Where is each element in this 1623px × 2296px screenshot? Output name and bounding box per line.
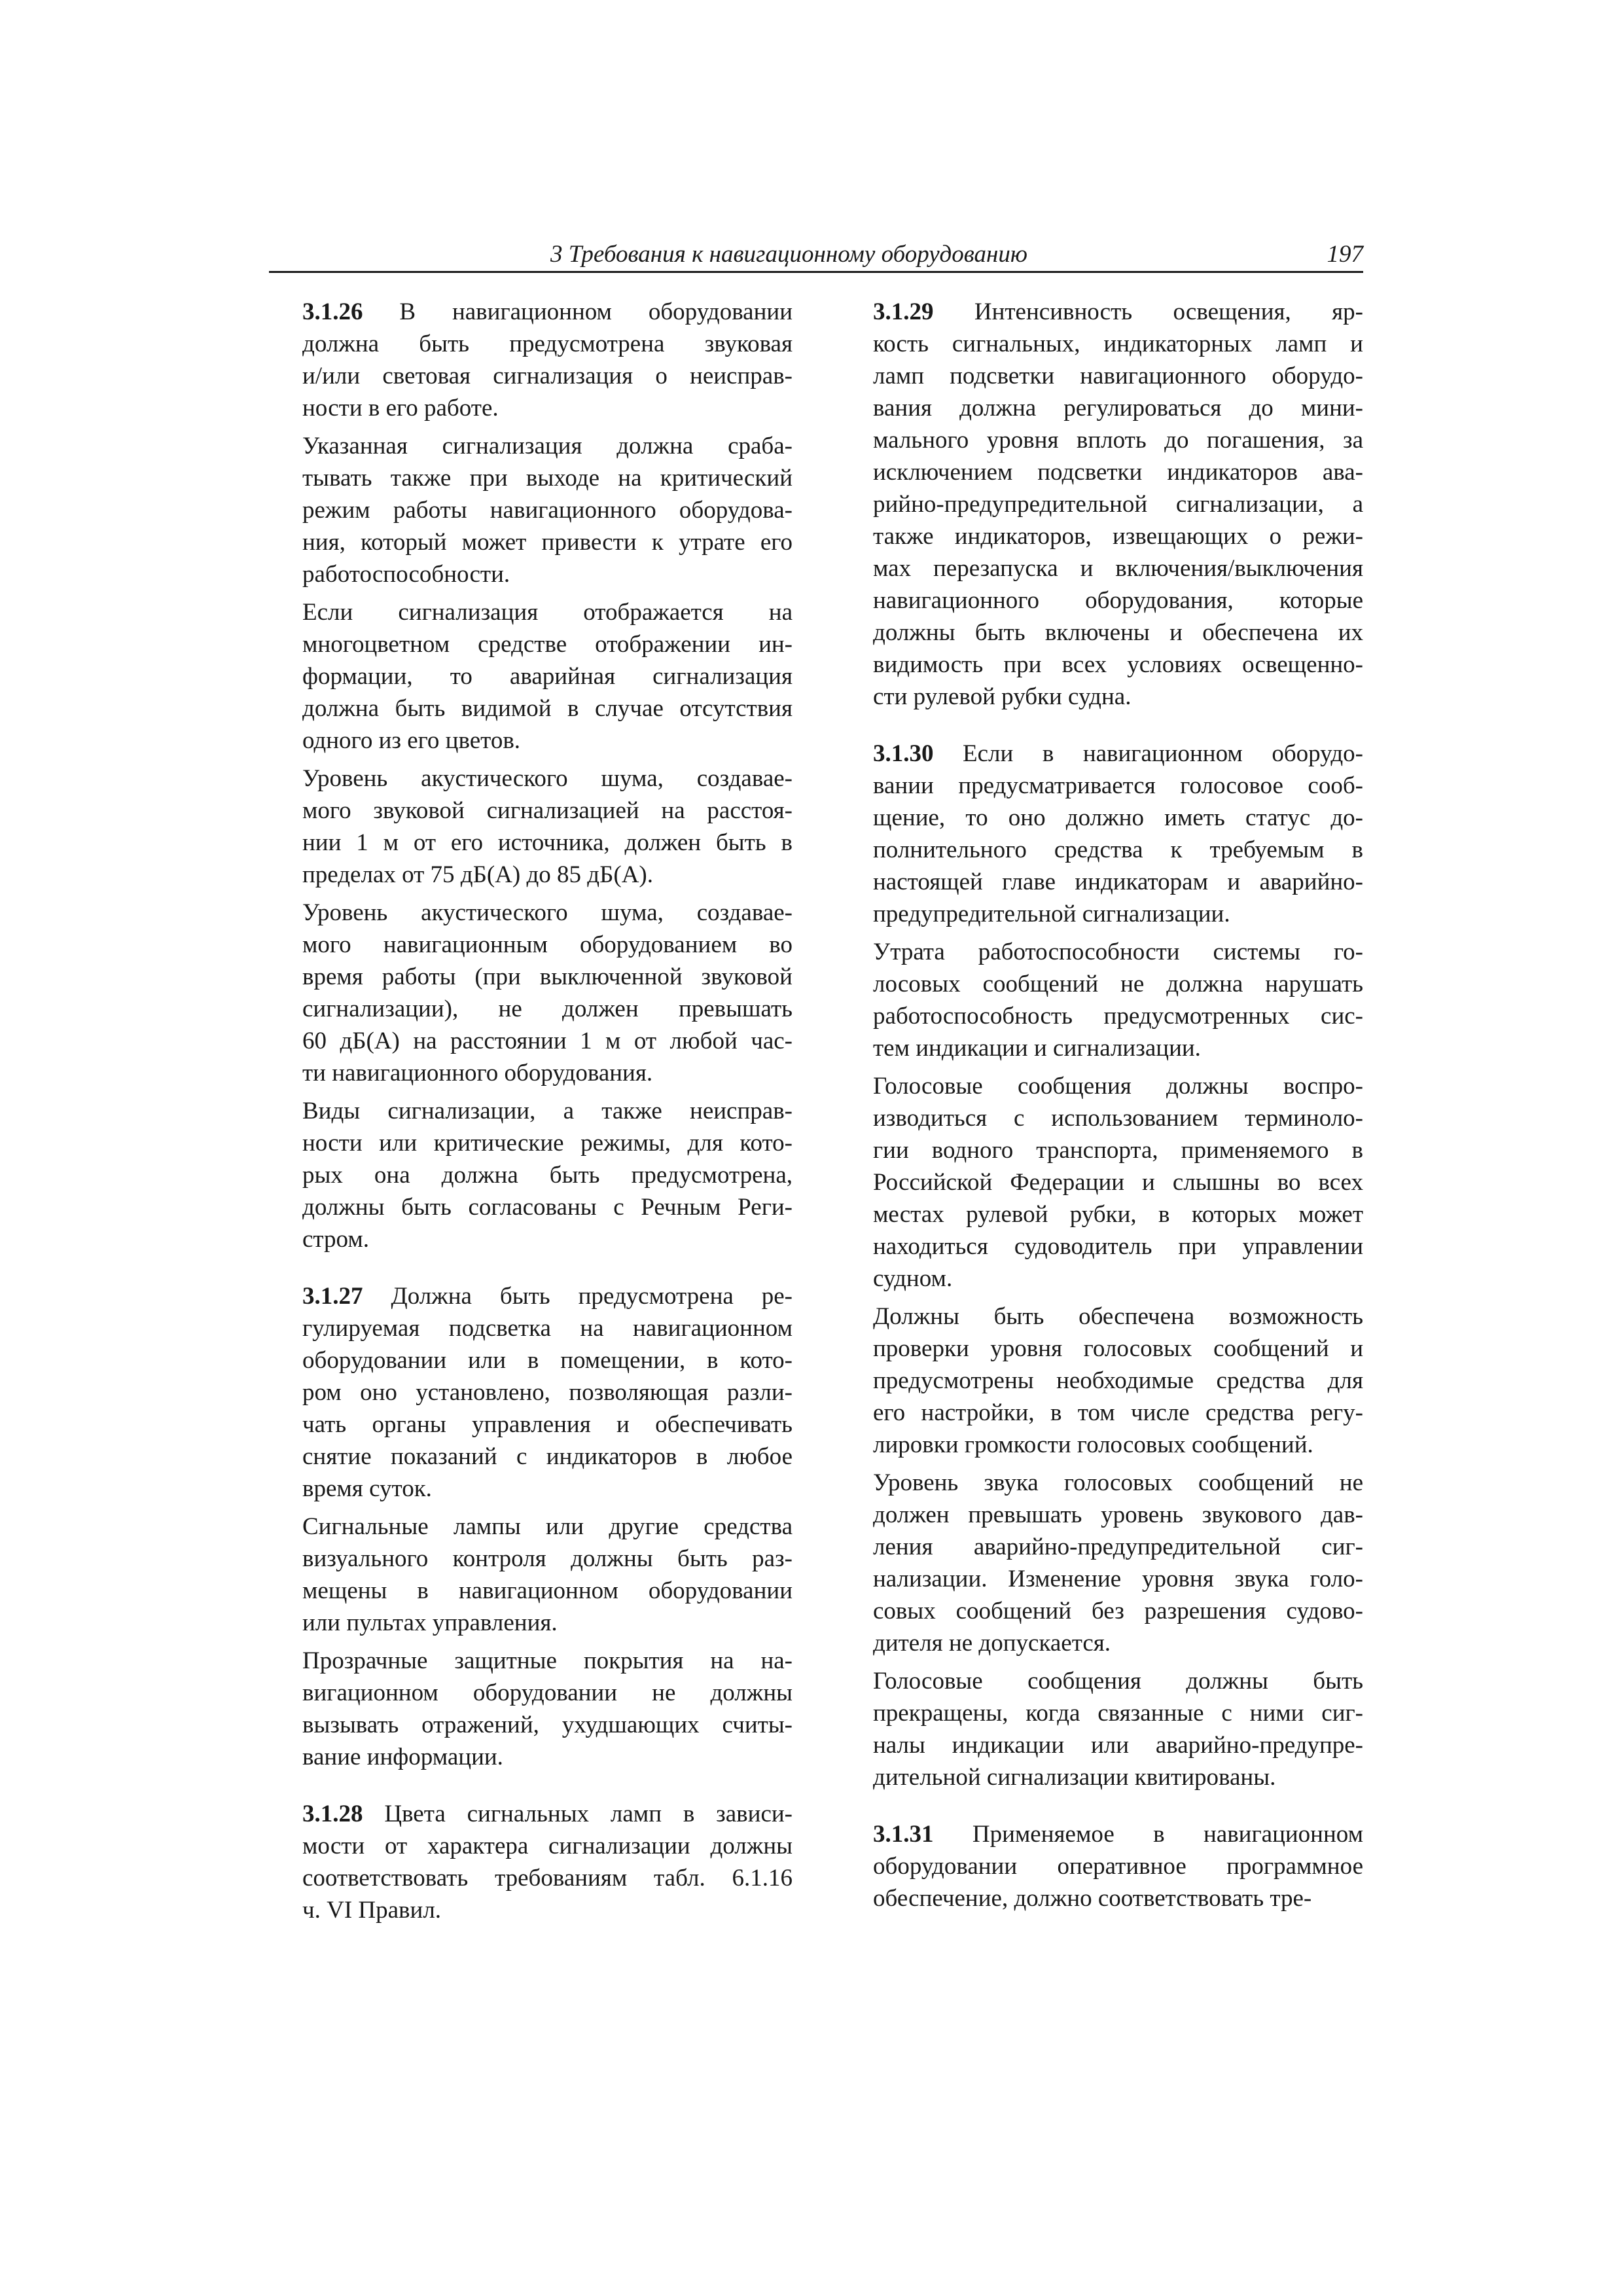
text-line: предусмотрены необходимые средства для: [873, 1367, 1363, 1394]
line-text: Если в навигационном оборудо-: [933, 740, 1363, 767]
left-column: [269, 296, 793, 1926]
text-line: гулируемая подсветка на навигационном: [302, 1315, 793, 1342]
text-line: видимость при всех условиях освещенно-: [873, 651, 1363, 678]
section-number: 3.1.29: [873, 298, 934, 325]
text-line: 60 дБ(А) на расстоянии 1 м от любой час-: [302, 1028, 793, 1054]
text-line: Прозрачные защитные покрытия на на-: [302, 1647, 793, 1674]
text-line: тем индикации и сигнализации.: [873, 1035, 1201, 1062]
text-line: навигационного оборудования, которые: [873, 587, 1363, 614]
text-line: должен превышать уровень звукового дав-: [873, 1501, 1363, 1528]
text-line: ром оно установлено, позволяющая разли-: [302, 1379, 793, 1406]
text-line: ч. VI Правил.: [302, 1897, 442, 1924]
text-line: стром.: [302, 1226, 370, 1253]
text-line: исключением подсветки индикаторов ава-: [873, 459, 1363, 486]
text-line: щение, то оно должно иметь статус до-: [873, 804, 1363, 831]
text-line: вание информации.: [302, 1744, 503, 1770]
text-line: мального уровня вплоть до погашения, за: [873, 427, 1363, 454]
text-line: ламп подсветки навигационного оборудо-: [873, 363, 1363, 389]
text-line: [269, 296, 793, 328]
text-line: нии 1 м от его источника, должен быть в: [302, 829, 793, 856]
text-line: дителя не допускается.: [873, 1630, 1111, 1657]
text-line: работоспособность предусмотренных сис-: [873, 1003, 1363, 1030]
text-line: Уровень акустического шума, создавае-: [302, 899, 793, 926]
paragraph: [840, 1467, 1363, 1659]
text-line: многоцветном средстве отображении ин-: [302, 631, 793, 658]
text-line: ления аварийно-предупредительной сиг-: [873, 1534, 1363, 1560]
text-line: рийно-предупредительной сигнализации, а: [873, 491, 1363, 518]
text-line: Российской Федерации и слышны во всех: [873, 1169, 1363, 1196]
text-line: вызывать отражений, ухудшающих считы-: [302, 1712, 793, 1738]
line-text: Применяемое в навигационном: [933, 1821, 1363, 1848]
text-line: лосовых сообщений не должна нарушать: [873, 971, 1363, 997]
paragraph: [840, 936, 1363, 1064]
text-line: полнительного средства к требуемым в: [873, 836, 1363, 863]
page-number: 197: [1327, 241, 1363, 268]
text-line: нализации. Изменение уровня звука голо-: [873, 1566, 1363, 1592]
text-line: [269, 1280, 793, 1312]
text-line: дительной сигнализации квитированы.: [873, 1764, 1276, 1791]
section-number: 3.1.27: [302, 1283, 363, 1310]
text-line: соответствовать требованиям табл. 6.1.16: [302, 1865, 793, 1892]
section-paragraph: [840, 1818, 1363, 1914]
section-paragraph: [269, 1798, 793, 1926]
text-line: вания должна регулироваться до мини-: [873, 395, 1363, 422]
text-line: должна быть видимой в случае отсутствия: [302, 695, 793, 722]
text-line: ности или критические режимы, для кото-: [302, 1130, 793, 1157]
text-line: чать органы управления и обеспечивать: [302, 1411, 793, 1438]
text-line: вании предусматривается голосовое сооб-: [873, 772, 1363, 799]
section-paragraph: [269, 1280, 793, 1505]
text-line: мого звуковой сигнализацией на расстоя-: [302, 797, 793, 824]
text-line: Уровень акустического шума, создавае-: [302, 765, 793, 792]
line-text: Интенсивность освещения, яр-: [933, 298, 1363, 325]
text-line: кость сигнальных, индикаторных ламп и: [873, 331, 1363, 357]
text-line: [840, 1818, 1363, 1850]
text-line: Уровень звука голосовых сообщений не: [873, 1469, 1363, 1496]
text-line: Сигнальные лампы или другие средства: [302, 1513, 793, 1540]
paragraph: [840, 1665, 1363, 1793]
line-text: В навигационном оборудовании: [363, 298, 793, 325]
text-line: налы индикации или аварийно-предупре-: [873, 1732, 1363, 1759]
text-line: прекращены, когда связанные с ними сиг-: [873, 1700, 1363, 1727]
text-line: его настройки, в том числе средства регу-: [873, 1399, 1363, 1426]
text-line: совых сообщений без разрешения судово-: [873, 1598, 1363, 1624]
text-line: пределах от 75 дБ(А) до 85 дБ(А).: [302, 861, 653, 888]
text-line: ности в его работе.: [302, 395, 499, 422]
text-line: Виды сигнализации, а также неисправ-: [302, 1098, 793, 1124]
line-text: Должна быть предусмотрена ре-: [363, 1283, 793, 1310]
section-number: 3.1.31: [873, 1821, 934, 1848]
text-line: мах перезапуска и включения/выключения: [873, 555, 1363, 582]
text-line: и/или световая сигнализация о неисправ-: [302, 363, 793, 389]
text-line: мещены в навигационном оборудовании: [302, 1577, 793, 1604]
text-line: оборудовании или в помещении, в кото-: [302, 1347, 793, 1374]
text-line: визуального контроля должны быть раз-: [302, 1545, 793, 1572]
page-header: [269, 240, 1363, 270]
text-line: предупредительной сигнализации.: [873, 901, 1230, 927]
paragraph: [269, 1095, 793, 1255]
text-line: ти навигационного оборудования.: [302, 1060, 653, 1086]
text-line: одного из его цветов.: [302, 727, 521, 754]
paragraph: [269, 430, 793, 590]
text-line: тывать также при выходе на критический: [302, 465, 793, 492]
paragraph: [269, 1511, 793, 1639]
text-line: мого навигационным оборудованием во: [302, 931, 793, 958]
text-line: снятие показаний с индикаторов в любое: [302, 1443, 793, 1470]
paragraph: [840, 1070, 1363, 1295]
text-line: местах рулевой рубки, в которых может: [873, 1201, 1363, 1228]
text-line: Утрата работоспособности системы го-: [873, 939, 1363, 965]
text-line: оборудовании оперативное программное: [873, 1853, 1363, 1880]
text-line: работоспособности.: [302, 561, 510, 588]
text-line: Указанная сигнализация должна сраба-: [302, 433, 793, 459]
text-line: время работы (при выключенной звуковой: [302, 963, 793, 990]
text-line: [269, 1798, 793, 1830]
text-line: должны быть согласованы с Речным Реги-: [302, 1194, 793, 1221]
text-line: также индикаторов, извещающих о режи-: [873, 523, 1363, 550]
text-line: Должны быть обеспечена возможность: [873, 1303, 1363, 1330]
text-line: ния, который может привести к утрате его: [302, 529, 793, 556]
text-line: рых она должна быть предусмотрена,: [302, 1162, 793, 1189]
text-line: обеспечение, должно соответствовать тре-: [873, 1885, 1312, 1912]
text-line: вигационном оборудовании не должны: [302, 1679, 793, 1706]
text-line: сигнализации), не должен превышать: [302, 996, 793, 1022]
section-paragraph: [840, 738, 1363, 930]
right-column: [840, 296, 1363, 1914]
text-line: [840, 738, 1363, 770]
text-line: изводиться с использованием терминоло-: [873, 1105, 1363, 1132]
text-line: мости от характера сигнализации должны: [302, 1833, 793, 1859]
section-number: 3.1.26: [302, 298, 363, 325]
paragraph: [269, 762, 793, 891]
running-title: 3 Требования к навигационному оборудованию: [550, 241, 1027, 268]
text-line: находиться судоводитель при управлении: [873, 1233, 1363, 1260]
text-line: должны быть включены и обеспечена их: [873, 619, 1363, 646]
text-line: должна быть предусмотрена звуковая: [302, 331, 793, 357]
text-line: или пультах управления.: [302, 1609, 558, 1636]
text-line: сти рулевой рубки судна.: [873, 683, 1132, 710]
text-line: гии водного транспорта, применяемого в: [873, 1137, 1363, 1164]
text-line: лировки громкости голосовых сообщений.: [873, 1431, 1313, 1458]
paragraph: [269, 596, 793, 757]
text-line: [840, 296, 1363, 328]
section-number: 3.1.28: [302, 1801, 363, 1827]
paragraph: [840, 1300, 1363, 1461]
text-line: настоящей главе индикаторам и аварийно-: [873, 869, 1363, 895]
line-text: Цвета сигнальных ламп в зависи-: [363, 1801, 793, 1827]
text-line: проверки уровня голосовых сообщений и: [873, 1335, 1363, 1362]
header-rule: [269, 271, 1363, 273]
text-line: время суток.: [302, 1475, 432, 1502]
text-line: Голосовые сообщения должны быть: [873, 1668, 1363, 1695]
text-line: Голосовые сообщения должны воспро-: [873, 1073, 1363, 1100]
text-line: Если сигнализация отображается на: [302, 599, 793, 626]
section-paragraph: [269, 296, 793, 424]
text-line: судном.: [873, 1265, 953, 1292]
section-number: 3.1.30: [873, 740, 934, 767]
section-paragraph: [840, 296, 1363, 713]
paragraph: [269, 897, 793, 1089]
text-line: режим работы навигационного оборудова-: [302, 497, 793, 524]
text-line: формации, то аварийная сигнализация: [302, 663, 793, 690]
paragraph: [269, 1645, 793, 1773]
